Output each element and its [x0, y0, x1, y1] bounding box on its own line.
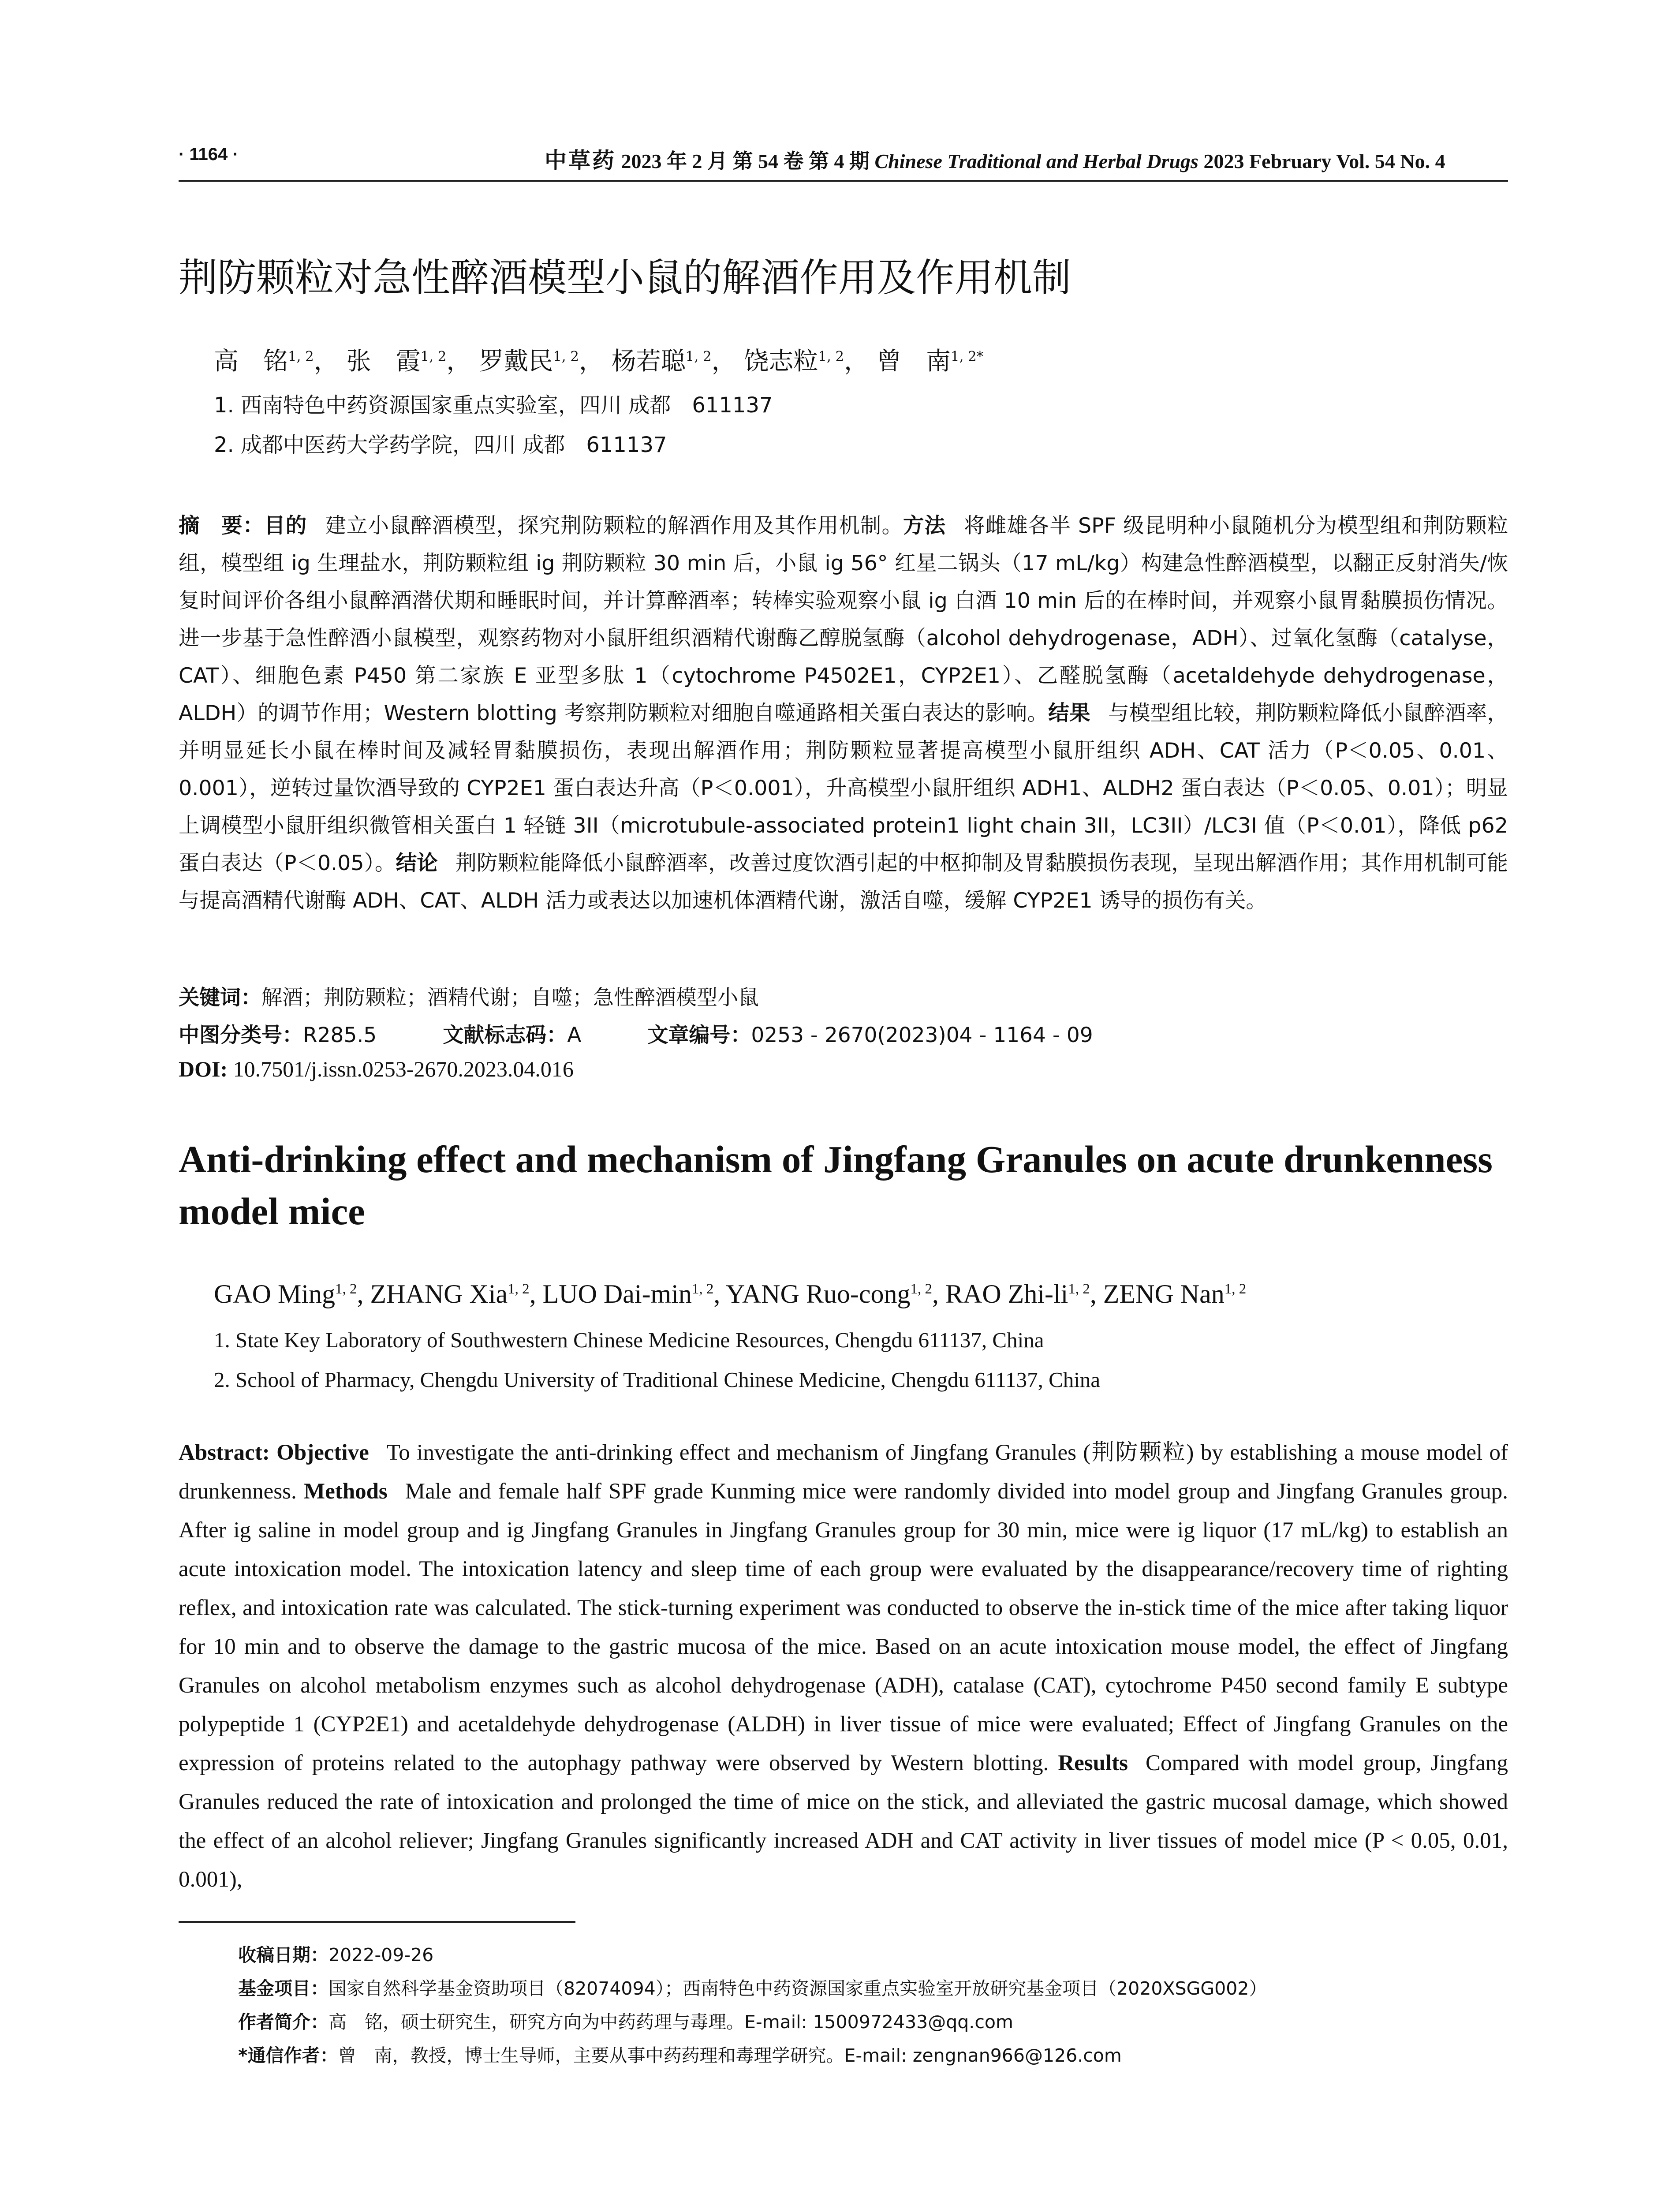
en-abstract: [179, 1433, 1508, 1899]
cn-affiliation: 1. 西南特色中药资源国家重点实验室，四川 成都 611137: [214, 393, 773, 418]
en-author: ZHANG Xia$^{1, 2}$: [370, 1279, 530, 1308]
keywords-line: [179, 981, 759, 1011]
journal-name-en: Chinese Traditional and Herbal Drugs: [874, 150, 1198, 172]
received-date: 收稿日期：2022-09-26: [238, 1944, 434, 1966]
doc-code-label: 文献标志码：: [443, 1023, 567, 1047]
article-no-value: 0253 - 2670(2023)04 - 1164 - 09: [751, 1023, 1093, 1047]
en-author: YANG Ruo-cong$^{1, 2}$: [726, 1279, 932, 1308]
author-bio: 作者简介：高 铭，硕士研究生，研究方向为中药药理与毒理。E-mail: 1500972433@qq.com: [238, 2011, 1013, 2033]
journal-name-cn: 中草药: [545, 147, 616, 173]
en-author: ZENG Nan$^{1, 2}$: [1103, 1279, 1247, 1308]
results-label: Results: [1058, 1751, 1128, 1775]
cn-author: 曾 南$^{1, 2*}$: [876, 347, 984, 376]
en-authors: GAO Ming$^{1, 2}$, ZHANG Xia$^{1, 2}$, LUO Dai-$\min^{1, 2}$, YANG Ruo-cong$^{1, 2}$, RAO Zhi-li$^{1, 2}$, ZENG Nan$^{1, 2}$: [214, 1279, 1247, 1308]
cn-affiliation: 2. 成都中医药大学药学院，四川 成都 611137: [214, 433, 667, 457]
methods-label: Methods: [303, 1479, 388, 1504]
cn-author: 饶志粒$^{1, 2}$: [744, 347, 844, 376]
doi-label: DOI:: [179, 1057, 228, 1081]
results-text: 与模型组比较，荆防颗粒降低小鼠醉酒率，并明显延长小鼠在棒时间及减轻胃黏膜损伤，表现出解酒作用；荆防颗粒显著提高模型小鼠肝组织 ADH、CAT 活力（P＜0.05、0.01、0.001），逆转过量饮酒导致的 CYP2E1 蛋白表达升高（P＜0.001），升高模型小鼠肝组织 ADH1、ALDH2 蛋白表达（P＜0.05、0.01）；明显上调模型小鼠肝组织微管相关蛋白 1 轻链 3II（microtubule-associated protein1 light chain 3II，LC3II）/LC3I 值（P＜0.01），降低 p62 蛋白表达（P＜0.05）。: [179, 701, 1508, 875]
cn-author: 高 铭$^{1, 2}$: [214, 347, 314, 376]
corresponding-author: *通信作者：曾 南，教授，博士生导师，主要从事中药药理和毒理学研究。E-mail: zengnan966@126.com: [238, 2045, 1122, 2066]
cn-author: 罗戴民$^{1, 2}$: [479, 347, 579, 376]
page-number: · 1164 ·: [179, 145, 239, 164]
classification-line: [179, 1019, 1093, 1048]
objective-text: To investigate the anti-drinking effect and mechanism of Jingfang Granules (荆防颗粒) by establishing a mouse model of drunkenness.: [179, 1440, 1508, 1504]
abstract-label: Abstract:: [179, 1440, 270, 1465]
keywords-label: 关键词：: [179, 986, 261, 1010]
article-no-label: 文章编号：: [647, 1023, 751, 1047]
doi-line: [179, 1056, 574, 1082]
abstract-label: 摘 要：: [179, 514, 265, 538]
journal-header: [545, 143, 1445, 175]
conclusion-text: 荆防颗粒能降低小鼠醉酒率，改善过度饮酒引起的中枢抑制及胃黏膜损伤表现，呈现出解酒作用；其作用机制可能与提高酒精代谢酶 ADH、CAT、ALDH 活力或表达以加速机体酒精代谢，激活自噬，缓解 CYP2E1 诱导的损伤有关。: [179, 851, 1508, 913]
objective-label: 目的: [264, 514, 307, 538]
results-text: Compared with model group, Jingfang Granules reduced the rate of intoxication and prolonged the time of mice on the stick, and alleviated the gastric mucosal damage, which showed the effect of an alcohol reliever; Jingfang Granules significantly increased ADH and CAT activity in liver tissues of model mice (P < 0.05, 0.01, 0.001),: [179, 1751, 1508, 1892]
methods-label: 方法: [903, 514, 946, 538]
conclusion-label: 结论: [396, 851, 438, 875]
cn-title: 荆防颗粒对急性醉酒模型小鼠的解酒作用及作用机制: [179, 255, 1071, 300]
objective-text: 建立小鼠醉酒模型，探究荆防颗粒的解酒作用及其作用机制。: [325, 514, 903, 538]
objective-label: Objective: [276, 1440, 369, 1465]
cn-author: 张 霞$^{1, 2}$: [346, 347, 447, 376]
fund-info: 基金项目：国家自然科学基金资助项目（82074094）；西南特色中药资源国家重点实验室开放研究基金项目（2020XSGG002）: [238, 1978, 1267, 1999]
en-author: GAO Ming$^{1, 2}$: [214, 1279, 357, 1308]
cn-abstract: [179, 507, 1508, 919]
footnote-divider: [179, 1921, 575, 1923]
doi-value: 10.7501/j.issn.0253-2670.2023.04.016: [233, 1057, 574, 1081]
running-header: [179, 140, 1508, 182]
clc-label: 中图分类号：: [179, 1023, 303, 1047]
en-author: RAO Zhi-li$^{1, 2}$: [945, 1279, 1090, 1308]
clc-value: R285.5: [303, 1023, 377, 1047]
cn-authors: 高 铭$^{1, 2}$， 张 霞$^{1, 2}$， 罗戴民$^{1, 2}$， 杨若聪$^{1, 2}$， 饶志粒$^{1, 2}$， 曾 南$^{1, 2*}$: [214, 347, 984, 376]
en-title: Anti-drinking effect and mechanism of Jingfang Granules on acute drunkenness model mice: [179, 1138, 1493, 1233]
en-author: LUO Dai-$\min^{1, 2}$: [542, 1279, 714, 1308]
keywords: 解酒；荆防颗粒；酒精代谢；自噬；急性醉酒模型小鼠: [261, 986, 759, 1010]
footnotes: [238, 1938, 1267, 2072]
methods-text: Male and female half SPF grade Kunming mice were randomly divided into model group and Jingfang Granules group. After ig saline in model group and ig Jingfang Granules in Jingfang Granules group for 30 min, mice were ig liquor (17 mL/kg) to establish an acute intoxication model. The intoxication latency and sleep time of each group were evaluated by the disappearance/recovery time of righting reflex, and intoxication rate was calculated. The stick-turning experiment was conducted to observe the in-stick time of the mice after taking liquor for 10 min and to observe the damage to the gastric mucosa of the mice. Based on an acute intoxication mouse model, the effect of Jingfang Granules on alcohol metabolism enzymes such as alcohol dehydrogenase (ADH), catalase (CAT), cytochrome P450 second family E subtype polypeptide 1 (CYP2E1) and acetaldehyde dehydrogenase (ALDH) in liver tissue of mice were evaluated; Effect of Jingfang Granules on the expression of proteins related to the autophagy pathway were observed by Western blotting.: [179, 1479, 1508, 1775]
doc-code-value: A: [567, 1023, 582, 1047]
results-label: 结果: [1048, 701, 1090, 725]
methods-text: 将雌雄各半 SPF 级昆明种小鼠随机分为模型组和荆防颗粒组，模型组 ig 生理盐水，荆防颗粒组 ig 荆防颗粒 30 min 后，小鼠 ig 56° 红星二锅头（17 mL/kg）构建急性醉酒模型，以翻正反射消失/恢复时间评价各组小鼠醉酒潜伏期和睡眠时间，并计算醉酒率；转棒实验观察小鼠 ig 白酒 10 min 后的在棒时间，并观察小鼠胃黏膜损伤情况。进一步基于急性醉酒小鼠模型，观察药物对小鼠肝组织酒精代谢酶乙醇脱氢酶（alcohol dehydrogenase，ADH）、过氧化氢酶（catalyse，CAT）、细胞色素 P450 第二家族 E 亚型多肽 1（cytochrome P4502E1，CYP2E1）、乙醛脱氢酶（acetaldehyde dehydrogenase，ALDH）的调节作用；Western blotting 考察荆防颗粒对细胞自噬通路相关蛋白表达的影响。: [179, 514, 1508, 725]
issue-cn: 2023 年 2 月 第 54 卷 第 4 期: [621, 150, 870, 172]
cn-author: 杨若聪$^{1, 2}$: [611, 347, 712, 376]
issue-en: 2023 February Vol. 54 No. 4: [1203, 150, 1445, 172]
en-affiliation: 1. State Key Laboratory of Southwestern Chinese Medicine Resources, Chengdu 611137, China: [214, 1328, 1044, 1352]
en-affiliation: 2. School of Pharmacy, Chengdu University of Traditional Chinese Medicine, Chengdu 611137, China: [214, 1368, 1101, 1392]
